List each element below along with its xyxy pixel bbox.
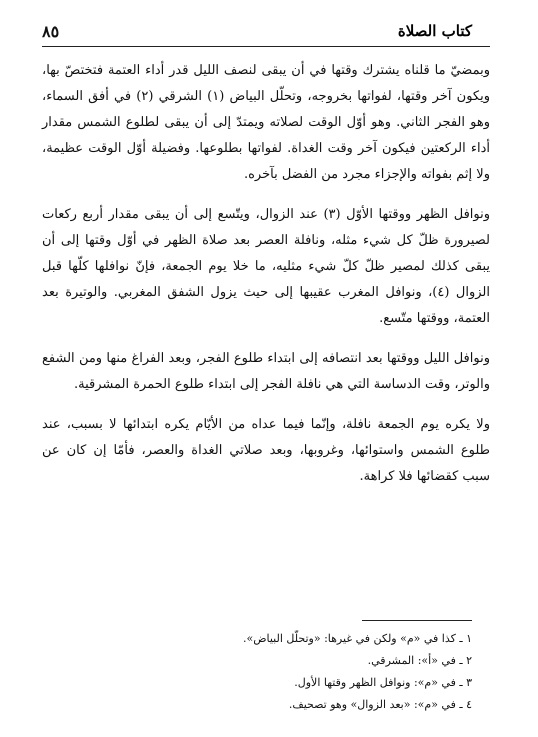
footnote: ٤ ـ في «م»: «بعد الزوال» وهو تصحيف. [288, 698, 472, 711]
footnote: ١ ـ كذا في «م» ولكن في غيرها: «وتحلّل البياض». [242, 632, 472, 645]
paragraph: وبمضيّ ما قلناه يشترك وقتها في أن يبقى لنصف الليل قدر أداء العتمة فتختصّ بها، ويكون آخر وقتها، لفواتها بخروجه، وتحلّل البياض (١) الشرقي (٢) في أفق السماء، وهو الفجر الثاني. وهو أوّل الوقت لصلاته ويمتدّ إلى أن يبقى لطلوع الشمس مقدار أداء الركعتين فيكون آخر وقت الغداة. لفواتها بطلوعها. وفضيلة أوّل الوقت عظيمة، ولا إثم بفواته والإجزاء مجرد من الفضل بآخره. [42, 63, 490, 182]
paragraph: ونوافل الليل ووقتها بعد انتصافه إلى ابتداء طلوع الفجر، وبعد الفراغ منها ومن الشفع والوتر، وقت الدساسة التي هي نافلة الفجر إلى ابتداء طلوع الحمرة المشرقية. [42, 351, 490, 392]
footnote: ٢ ـ في «أ»: المشرقي. [367, 654, 472, 667]
paragraph: ولا يكره يوم الجمعة نافلة، وإنّما فيما عداه من الأيّام يكره ابتدائها لا بسبب، عند طلوع الشمس واستوائها، وغروبها، وبعد صلاتي الغداة والعصر، فأمّا إن كان عن سبب كقضائها فلا كراهة. [42, 417, 490, 484]
footnote-divider [362, 620, 472, 621]
footnotes [48, 628, 472, 716]
running-header-title: كتاب الصلاة [397, 22, 472, 40]
page-number: ٨٥ [42, 22, 60, 41]
header-divider [42, 46, 490, 47]
main-text [42, 58, 490, 504]
paragraph: ونوافل الظهر ووقتها الأوّل (٣) عند الزوال، ويتّسع إلى أن يبقى مقدار أربع ركعات لصيرورة ظلّ كل شيء مثله، ونافلة العصر بعد صلاة الظهر في أوّل وقتها إلى أن يبقى كذلك لمصير ظلّ كلّ شيء مثليه، ما خلا يوم الجمعة، فإنّ نوافلها كلّها قبل الزوال (٤)، ونوافل المغرب عقيبها إلى حيث يزول الشفق المغربي. والوتيرة بعد العتمة، ووقتها متّسع. [42, 207, 491, 326]
footnote: ٣ ـ في «م»: ونوافل الظهر وقتها الأول. [294, 676, 472, 689]
